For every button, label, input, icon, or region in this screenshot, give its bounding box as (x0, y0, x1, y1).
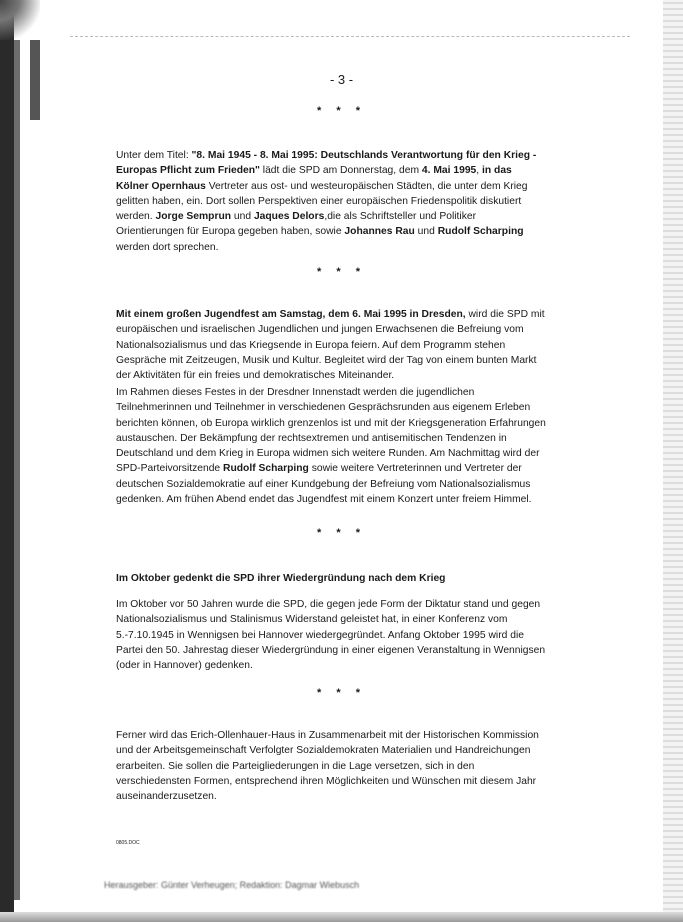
publisher-footer: Herausgeber: Günter Verheugen; Redaktion: Dagmar Wiebusch (104, 880, 360, 890)
scan-corner-shadow (0, 0, 40, 40)
paragraph-festival-program: Im Rahmen dieses Festes in der Dresdner Innenstadt werden die jugendlichen Teilnehmerinnen und Teilnehmer in verschiedenen Gesprächsrunden aus eigenem Erleben berichten können, ob Europa wirklich grenzenlos ist und mit der Kriegsgeneration Erfahrungen austauschen. Der Bekämpfung der rechtsextremen und antisemitischen Tendenzen in Deutschland und dem Krieg in Europa widmen sich weitere Runden. Am Nachmittag wird der SPD-Parteivorsitzende Rudolf Scharping sowie weitere Vertreterinnen und Vertreter der deutschen Sozialdemokratie auf einer Kundgebung der Befreiung vom Nationalsozialismus gedenken. Am frühen Abend endet das Jugendfest mit einem Konzert unter freiem Himmel. (116, 387, 546, 506)
scan-border-right (663, 0, 683, 922)
document-reference: 0805.DOC (116, 840, 140, 846)
paragraph-opera-event: Unter dem Titel: "8. Mai 1945 - 8. Mai 1995: Deutschlands Verantwortung für den Krieg - Europas Pflicht zum Frieden" lädt die SPD am Donnerstag, dem 4. Mai 1995, in das Kölner Opernhaus Vertreter aus ost- und westeuropäischen Städten, die unter dem Krieg gelitten haben, ein. Dort sollen Perspektiven einer europäischen Friedenspolitik diskutiert werden. Jorge Semprun und Jaques Delors,die als Schriftsteller und Politiker Orientierungen für Europa gegeben haben, sowie Johannes Rau und Rudolf Scharping werden dort sprechen. (116, 150, 537, 253)
separator: * * * (317, 527, 366, 539)
section-heading-october: Im Oktober gedenkt die SPD ihrer Wiedergründung nach dem Krieg (116, 573, 446, 584)
separator: * * * (317, 266, 366, 278)
scan-top-edge (70, 36, 630, 38)
separator: * * * (317, 687, 366, 699)
scan-border-left (0, 0, 14, 922)
paragraph-materials: Ferner wird das Erich-Ollenhauer-Haus in Zusammenarbeit mit der Historischen Kommission und der Arbeitsgemeinschaft Verfolgter Sozialdemokraten Materialien und Handreichungen erarbeiten. Sie sollen die Parteigliederungen in die Lage versetzen, sich in den verschiedensten Formen, entsprechend ihren Möglichkeiten und Wünschen mit diesem Jahr auseinanderzusetzen. (116, 730, 539, 803)
paragraph-youth-festival: Mit einem großen Jugendfest am Samstag, dem 6. Mai 1995 in Dresden, wird die SPD mit europäischen und israelischen Jugendlichen und jungen Erwachsenen die Befreiung vom Nationalsozialismus und das Kriegsende in Europa feiern. Auf dem Programm stehen Gespräche mit Zeitzeugen, Musik und Kultur. Begleitet wird der Tag von einem bunten Markt der Aktivitäten für ein freies und demokratisches Miteinander. (116, 309, 545, 382)
scan-border-bottom (0, 912, 683, 922)
paragraph-refoundation: Im Oktober vor 50 Jahren wurde die SPD, die gegen jede Form der Diktatur stand und gegen Nationalsozialismus und Stalinismus Widerstand geleistet hat, in einer Konferenz vom 5.-7.10.1945 in Wennigsen bei Hannover wiedergegründet. Anfang Oktober 1995 wird die Partei den 50. Jahrestag dieser Wiedergründung in einer eigenen Veranstaltung in Wennigsen (oder in Hannover) gedenken. (116, 599, 546, 672)
scan-border-left-inner (14, 40, 20, 900)
page-number: - 3 - (329, 72, 354, 87)
separator: * * * (317, 105, 366, 117)
